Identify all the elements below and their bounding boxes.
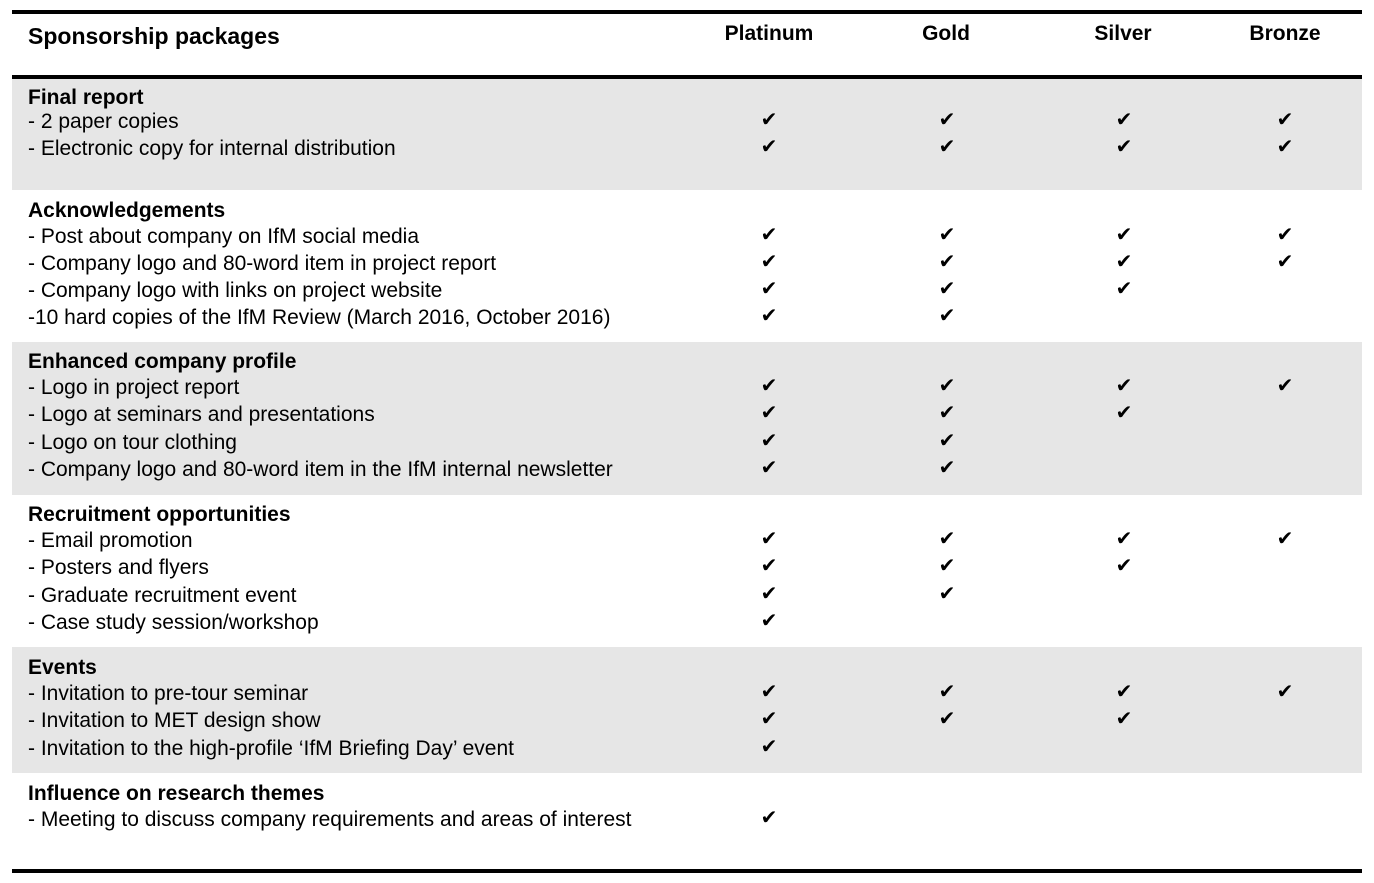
section-title: Acknowledgements <box>28 199 226 222</box>
section-influence-on-research-themes <box>12 773 1362 869</box>
check-icon-platinum: ✔ <box>760 736 778 758</box>
check-icon-bronze: ✔ <box>1276 375 1294 397</box>
check-icon-gold: ✔ <box>938 305 956 327</box>
feature-label: - Company logo and 80-word item in the IfM internal newsletter <box>28 458 613 481</box>
check-icon-platinum: ✔ <box>760 278 778 300</box>
check-icon-platinum: ✔ <box>760 610 778 632</box>
feature-label: - Post about company on IfM social media <box>28 225 420 248</box>
check-icon-silver: ✔ <box>1115 375 1133 397</box>
check-icon-gold: ✔ <box>938 708 956 730</box>
check-icon-platinum: ✔ <box>760 109 778 131</box>
check-icon-silver: ✔ <box>1115 555 1133 577</box>
feature-label: - Invitation to MET design show <box>28 709 321 732</box>
check-icon-silver: ✔ <box>1115 528 1133 550</box>
check-icon-silver: ✔ <box>1115 402 1133 424</box>
check-icon-gold: ✔ <box>938 375 956 397</box>
check-icon-bronze: ✔ <box>1276 109 1294 131</box>
check-icon-platinum: ✔ <box>760 430 778 452</box>
feature-label: - Electronic copy for internal distribution <box>28 137 396 160</box>
check-icon-gold: ✔ <box>938 430 956 452</box>
check-icon-platinum: ✔ <box>760 457 778 479</box>
check-icon-gold: ✔ <box>938 402 956 424</box>
check-icon-bronze: ✔ <box>1276 528 1294 550</box>
check-icon-gold: ✔ <box>938 278 956 300</box>
column-header-bronze: Bronze <box>1249 22 1321 45</box>
feature-label: - Logo on tour clothing <box>28 431 237 454</box>
check-icon-platinum: ✔ <box>760 528 778 550</box>
check-icon-gold: ✔ <box>938 109 956 131</box>
check-icon-platinum: ✔ <box>760 305 778 327</box>
feature-label: -10 hard copies of the IfM Review (March 2016, October 2016) <box>28 306 611 329</box>
section-title: Enhanced company profile <box>28 350 297 373</box>
check-icon-platinum: ✔ <box>760 224 778 246</box>
check-icon-bronze: ✔ <box>1276 136 1294 158</box>
check-icon-platinum: ✔ <box>760 251 778 273</box>
section-recruitment-opportunities <box>12 495 1362 647</box>
check-icon-platinum: ✔ <box>760 681 778 703</box>
section-title: Final report <box>28 86 144 109</box>
feature-label: - Case study session/workshop <box>28 611 319 634</box>
feature-label: - Meeting to discuss company requirements and areas of interest <box>28 808 632 831</box>
feature-label: - 2 paper copies <box>28 110 179 133</box>
section-enhanced-company-profile <box>12 342 1362 495</box>
feature-label: - Email promotion <box>28 529 193 552</box>
feature-label: - Logo in project report <box>28 376 240 399</box>
column-header-silver: Silver <box>1094 22 1152 45</box>
column-header-platinum: Platinum <box>724 22 814 45</box>
feature-label: - Graduate recruitment event <box>28 584 297 607</box>
check-icon-bronze: ✔ <box>1276 681 1294 703</box>
section-title: Events <box>28 656 97 679</box>
check-icon-gold: ✔ <box>938 457 956 479</box>
feature-label: - Logo at seminars and presentations <box>28 403 375 426</box>
feature-label: - Company logo with links on project website <box>28 279 443 302</box>
check-icon-platinum: ✔ <box>760 807 778 829</box>
section-final-report <box>12 79 1362 190</box>
check-icon-platinum: ✔ <box>760 555 778 577</box>
feature-label: - Invitation to the high-profile ‘IfM Briefing Day’ event <box>28 737 514 760</box>
check-icon-platinum: ✔ <box>760 583 778 605</box>
check-icon-silver: ✔ <box>1115 708 1133 730</box>
section-acknowledgements <box>12 190 1362 342</box>
table-title: Sponsorship packages <box>28 23 280 49</box>
section-title: Recruitment opportunities <box>28 503 291 526</box>
check-icon-gold: ✔ <box>938 528 956 550</box>
check-icon-silver: ✔ <box>1115 136 1133 158</box>
check-icon-gold: ✔ <box>938 681 956 703</box>
check-icon-silver: ✔ <box>1115 278 1133 300</box>
check-icon-platinum: ✔ <box>760 375 778 397</box>
check-icon-silver: ✔ <box>1115 251 1133 273</box>
check-icon-gold: ✔ <box>938 555 956 577</box>
check-icon-silver: ✔ <box>1115 224 1133 246</box>
section-events <box>12 647 1362 773</box>
table-header <box>12 14 1362 75</box>
check-icon-gold: ✔ <box>938 251 956 273</box>
bottom-rule <box>12 869 1362 873</box>
check-icon-bronze: ✔ <box>1276 251 1294 273</box>
check-icon-gold: ✔ <box>938 224 956 246</box>
check-icon-platinum: ✔ <box>760 708 778 730</box>
column-header-gold: Gold <box>922 22 970 45</box>
check-icon-gold: ✔ <box>938 136 956 158</box>
section-title: Influence on research themes <box>28 782 325 805</box>
check-icon-bronze: ✔ <box>1276 224 1294 246</box>
check-icon-silver: ✔ <box>1115 109 1133 131</box>
feature-label: - Posters and flyers <box>28 556 209 579</box>
check-icon-gold: ✔ <box>938 583 956 605</box>
check-icon-platinum: ✔ <box>760 402 778 424</box>
check-icon-platinum: ✔ <box>760 136 778 158</box>
check-icon-silver: ✔ <box>1115 681 1133 703</box>
feature-label: - Invitation to pre-tour seminar <box>28 682 309 705</box>
feature-label: - Company logo and 80-word item in project report <box>28 252 497 275</box>
